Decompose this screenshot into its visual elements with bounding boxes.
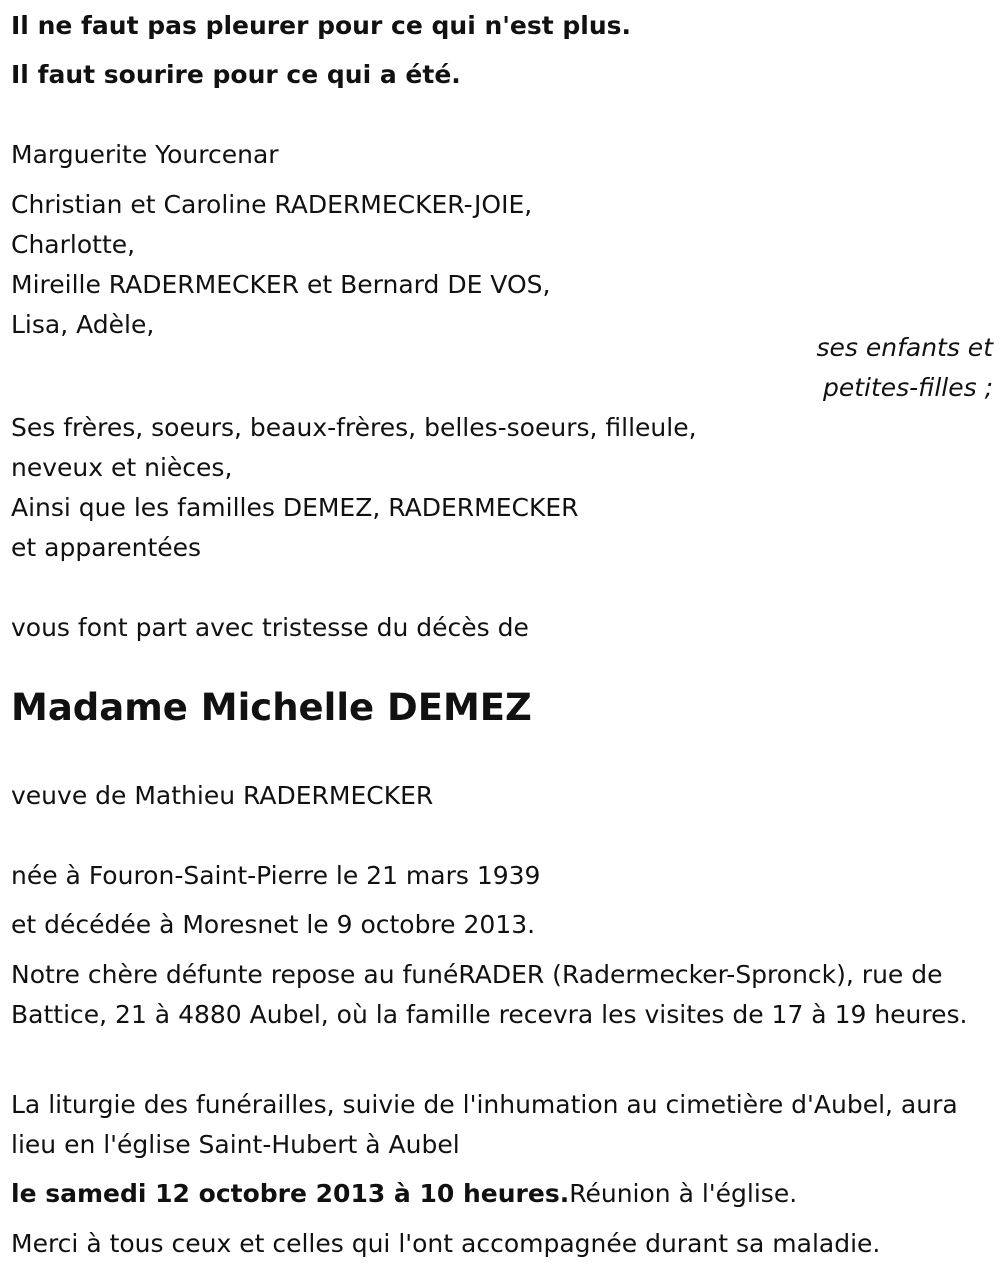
- family-line: Lisa, Adèle,: [11, 310, 155, 339]
- family-relation-1: ses enfants et: [816, 333, 993, 362]
- relatives-line: neveux et nièces,: [11, 453, 233, 482]
- widow-of: veuve de Mathieu RADERMECKER: [11, 781, 434, 810]
- family-line: Christian et Caroline RADERMECKER-JOIE,: [11, 190, 533, 219]
- meeting-place: Réunion à l'église.: [569, 1179, 798, 1208]
- quote-line-1: Il ne faut pas pleurer pour ce qui n'est plus.: [11, 11, 632, 40]
- quote-line-2: Il faut sourire pour ce qui a été.: [11, 60, 461, 89]
- liturgy-details: La liturgie des funérailles, suivie de l'inhumation au cimetière d'Aubel, aura lieu en l'église Saint-Hubert à Aubel: [11, 1090, 958, 1159]
- family-line: Charlotte,: [11, 230, 136, 259]
- death-info: et décédée à Moresnet le 9 octobre 2013.: [11, 910, 536, 939]
- family-line: Mireille RADERMECKER et Bernard DE VOS,: [11, 270, 551, 299]
- funeral-date-line: [11, 1174, 797, 1214]
- quote-author: Marguerite Yourcenar: [11, 140, 279, 169]
- birth-info: née à Fouron-Saint-Pierre le 21 mars 1939: [11, 861, 541, 890]
- family-relation-2: petites-filles ;: [822, 373, 993, 402]
- relatives-line: et apparentées: [11, 533, 202, 562]
- relatives-line: Ses frères, soeurs, beaux-frères, belles-soeurs, filleule,: [11, 413, 697, 442]
- relatives-line: Ainsi que les familles DEMEZ, RADERMECKER: [11, 493, 579, 522]
- funeral-date: le samedi 12 octobre 2013 à 10 heures.: [11, 1179, 570, 1208]
- thanks-note: Merci à tous ceux et celles qui l'ont accompagnée durant sa maladie.: [11, 1229, 881, 1258]
- rest-details: Notre chère défunte repose au funéRADER (Radermecker-Spronck), rue de Battice, 21 à 4880 Aubel, où la famille recevra les visites de 17 à 19 heures.: [11, 960, 968, 1029]
- announcement: vous font part avec tristesse du décès de: [11, 613, 529, 642]
- deceased-name: Madame Michelle DEMEZ: [11, 686, 532, 729]
